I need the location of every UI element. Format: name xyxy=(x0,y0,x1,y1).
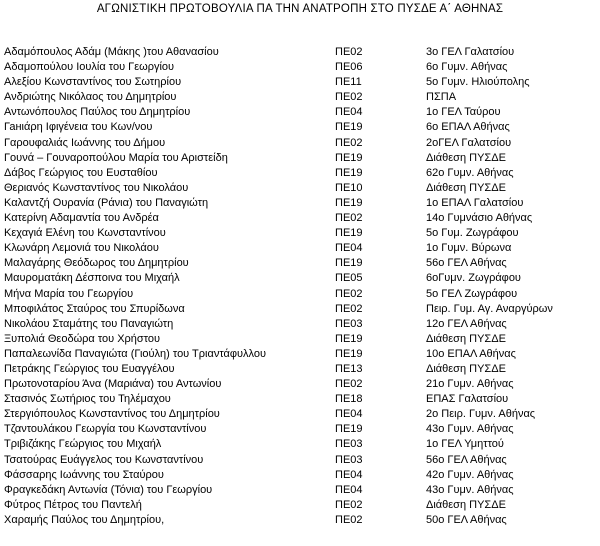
list-item xyxy=(4,90,596,105)
specialty-code: ΠΕ02 xyxy=(335,136,363,149)
list-item xyxy=(4,105,596,120)
specialty-code: ΠΕ04 xyxy=(335,408,363,421)
candidate-name: Θεριανός Κωνσταντίνος του Νικολάου xyxy=(4,181,189,194)
specialty-code: ΠΕ02 xyxy=(335,46,363,58)
school-name: ΕΠΑΣ Γαλατσίου xyxy=(426,393,509,406)
list-item xyxy=(4,422,596,437)
list-item xyxy=(4,317,596,332)
list-item xyxy=(4,181,596,196)
school-name: 6οΓυμν. Ζωγράφου xyxy=(426,272,521,285)
list-item xyxy=(4,347,596,362)
specialty-code: ΠΕ18 xyxy=(335,393,363,406)
list-item xyxy=(4,392,596,407)
school-name: 1ο Γυμν. Βύρωνα xyxy=(426,242,512,255)
school-name: 43ο Γυμν. Αθήνας xyxy=(426,483,514,496)
candidate-name: Δάβος Γεώργιος του Ευσταθίου xyxy=(4,166,158,179)
list-item xyxy=(4,166,596,181)
specialty-code: ΠΕ02 xyxy=(335,513,363,526)
list-item xyxy=(4,362,596,377)
school-name: Διάθεση ΠΥΣΔΕ xyxy=(426,362,506,375)
school-name: 5ο Γυμ. Ζωγράφου xyxy=(426,227,519,240)
list-item xyxy=(4,302,596,317)
candidate-name: Τριβιζάκης Γεώργιος του Μιχαήλ xyxy=(4,438,162,451)
candidate-name: Κατερίνη Αδαμαντία του Ανδρέα xyxy=(4,212,159,225)
specialty-code: ΠΕ19 xyxy=(335,121,363,134)
school-name: 6ο Γυμν. Αθήνας xyxy=(426,61,508,74)
school-name: 1ο ΕΠΑΛ Γαλατσίου xyxy=(426,196,524,209)
school-name: 14ο Γυμνάσιο Αθήνας xyxy=(426,212,533,225)
candidate-name: Πετράκης Γεώργιος του Ευαγγέλου xyxy=(4,362,175,375)
specialty-code: ΠΕ02 xyxy=(335,212,363,225)
list-item xyxy=(4,151,596,166)
school-name: 2ο Πειρ. Γυμν. Αθήνας xyxy=(426,408,536,421)
specialty-code: ΠΕ19 xyxy=(335,227,363,240)
candidate-name: Αδαμοπούλου Ιουλία του Γεωργίου xyxy=(4,61,175,74)
school-name: Διάθεση ΠΥΣΔΕ xyxy=(426,151,506,164)
school-name: Διάθεση ΠΥΣΔΕ xyxy=(426,181,506,194)
candidate-name: Παπαλεωνίδα Παναγιώτα (Γιούλη) του Τριαντάφυλλου xyxy=(4,347,267,360)
candidate-name: Ανδριώτης Νικόλαος του Δημητρίου xyxy=(4,91,177,104)
specialty-code: ΠΕ04 xyxy=(335,106,363,119)
school-name: 5ο ΓΕΛ Ζωγράφου xyxy=(426,287,518,300)
candidate-name: Καλαντζή Ουρανία (Ράνια) του Παναγιώτη xyxy=(4,196,209,209)
specialty-code: ΠΕ19 xyxy=(335,151,363,164)
candidate-name: Κλωνάρη Λεμονιά του Νικολάου xyxy=(4,242,159,255)
candidate-name: Φραγκεδάκη Αντωνία (Τόνια) του Γεωργίου xyxy=(4,483,213,496)
candidate-name: Στεργιόπουλος Κωνσταντίνος του Δημητρίου xyxy=(4,408,220,421)
specialty-code: ΠΕ03 xyxy=(335,438,363,451)
school-name: 62ο Γυμν. Αθήνας xyxy=(426,166,514,179)
candidate-name: Χαραμής Παύλος του Δημητρίου, xyxy=(4,513,165,526)
list-item xyxy=(4,120,596,135)
school-name: 3ο ΓΕΛ Γαλατσίου xyxy=(426,46,515,58)
list-item xyxy=(4,45,596,60)
specialty-code: ΠΕ19 xyxy=(335,332,363,345)
candidate-name: Φάσσαρης Ιωάννης του Σταύρου xyxy=(4,468,164,481)
specialty-code: ΠΕ04 xyxy=(335,468,363,481)
specialty-code: ΠΕ19 xyxy=(335,423,363,436)
school-name: 2οΓΕΛ Γαλατσίου xyxy=(426,136,512,149)
school-name: 1ο ΓΕΛ Ταύρου xyxy=(426,106,501,119)
school-name: 10ο ΕΠΑΛ Αθήνας xyxy=(426,347,516,360)
school-name: ΠΣΠΑ xyxy=(426,91,457,104)
candidate-name: Ганιάρη Ιφιγένεια του Κων/νου xyxy=(4,121,153,134)
candidate-name: Μαλαγάρης Θεόδωρος του Δημητρίου xyxy=(4,257,189,270)
specialty-code: ΠΕ04 xyxy=(335,242,363,255)
list-item xyxy=(4,136,596,151)
specialty-code: ΠΕ10 xyxy=(335,181,363,194)
list-item xyxy=(4,468,596,483)
candidate-name: Μήνα Μαρία του Γεωργίου xyxy=(4,287,134,300)
list-item xyxy=(4,271,596,286)
school-name: 50ο ΓΕΛ Αθήνας xyxy=(426,513,507,526)
candidate-name: Τζαντουλάκου Γεωργία του Κωνσταντίνου xyxy=(4,423,207,436)
list-item xyxy=(4,332,596,347)
specialty-code: ΠΕ06 xyxy=(335,61,363,74)
candidate-name: Τσατούρας Ευάγγελος του Κωνσταντίνου xyxy=(4,453,204,466)
school-name: 5ο Γυμν. Ηλιούπολης xyxy=(426,76,530,89)
list-item xyxy=(4,226,596,241)
candidate-name: Φύτρος Πέτρος του Παντελή xyxy=(4,498,142,511)
list-item xyxy=(4,483,596,498)
school-name: Διάθεση ΠΥΣΔΕ xyxy=(426,498,506,511)
list-item xyxy=(4,377,596,392)
candidate-name: Αδαμόπουλος Αδάμ (Μάκης )του Αθανασίου xyxy=(4,46,219,58)
document-title: ΑΓΩΝΙΣΤΙΚΗ ΠΡΩΤΟΒΟΥΛΙΑ ΠΑ ΤΗΝ ΑΝΑΤΡΟΠΗ ΣΤΟ ΠΥΣΔΕ Α΄ ΑΘΗΝΑΣ xyxy=(96,3,504,15)
list-item xyxy=(4,211,596,226)
list-item xyxy=(4,407,596,422)
candidate-name: Αλεξίου Κωνσταντίνος του Σωτηρίου xyxy=(4,76,182,89)
school-name: 42ο Γυμν. Αθήνας xyxy=(426,468,514,481)
specialty-code: ΠΕ02 xyxy=(335,498,363,511)
school-name: 56ο ΓΕΛ Αθήνας xyxy=(426,257,507,270)
candidate-name: Νικολάου Σταμάτης του Παναγιώτη xyxy=(4,317,174,330)
list-item xyxy=(4,513,596,528)
candidate-name: Αντωνόπουλος Παύλος του Δημητρίου xyxy=(4,106,191,119)
specialty-code: ΠΕ02 xyxy=(335,302,363,315)
specialty-code: ΠΕ11 xyxy=(335,76,362,89)
candidate-list xyxy=(4,45,596,528)
specialty-code: ΠΕ19 xyxy=(335,166,363,179)
candidate-name: Γαρουφαλιάς Ιωάννης του Δήμου xyxy=(4,136,166,149)
candidate-name: Μαυροματάκη Δέσποινα του Μιχαήλ xyxy=(4,272,180,285)
candidate-name: Γουνά – Γουναροπούλου Μαρία του Αριστείδη xyxy=(4,151,228,164)
candidate-name: Κεχαγιά Ελένη του Κωνσταντίνου xyxy=(4,227,166,240)
list-item xyxy=(4,287,596,302)
school-name: Διάθεση ΠΥΣΔΕ xyxy=(426,332,506,345)
specialty-code: ΠΕ04 xyxy=(335,483,363,496)
school-name: Πειρ. Γυμ. Αγ. Αναργύρων xyxy=(426,302,553,315)
specialty-code: ΠΕ19 xyxy=(335,196,363,209)
list-item xyxy=(4,75,596,90)
list-item xyxy=(4,60,596,75)
specialty-code: ΠΕ19 xyxy=(335,347,363,360)
school-name: 43ο Γυμν. Αθήνας xyxy=(426,423,514,436)
specialty-code: ΠΕ13 xyxy=(335,362,363,375)
specialty-code: ΠΕ05 xyxy=(335,272,363,285)
list-item xyxy=(4,498,596,513)
list-item xyxy=(4,256,596,271)
school-name: 6ο ΕΠΑΛ Αθήνας xyxy=(426,121,510,134)
candidate-name: Στασινός Σωτήριος του Τηλέμαχου xyxy=(4,393,171,406)
school-name: 12ο ΓΕΛ Αθήνας xyxy=(426,317,507,330)
specialty-code: ΠΕ02 xyxy=(335,91,363,104)
candidate-name: Μποφιλάτος Σταύρος του Σπυρίδωνα xyxy=(4,302,185,315)
specialty-code: ΠΕ02 xyxy=(335,287,363,300)
specialty-code: ΠΕ02 xyxy=(335,378,363,391)
list-item xyxy=(4,453,596,468)
school-name: 21ο Γυμν. Αθήνας xyxy=(426,378,514,391)
school-name: 56ο ΓΕΛ Αθήνας xyxy=(426,453,507,466)
candidate-name: Πρωτονοταρίου Άνα (Μαριάνα) του Αντωνίου xyxy=(4,378,222,391)
specialty-code: ΠΕ19 xyxy=(335,257,363,270)
list-item xyxy=(4,196,596,211)
candidate-name: Ξυπολιά Θεοδώρα του Χρήστου xyxy=(4,332,161,345)
list-item xyxy=(4,437,596,452)
school-name: 1ο ΓΕΛ Υμηττού xyxy=(426,438,504,451)
list-item xyxy=(4,241,596,256)
specialty-code: ΠΕ03 xyxy=(335,317,363,330)
specialty-code: ΠΕ03 xyxy=(335,453,363,466)
